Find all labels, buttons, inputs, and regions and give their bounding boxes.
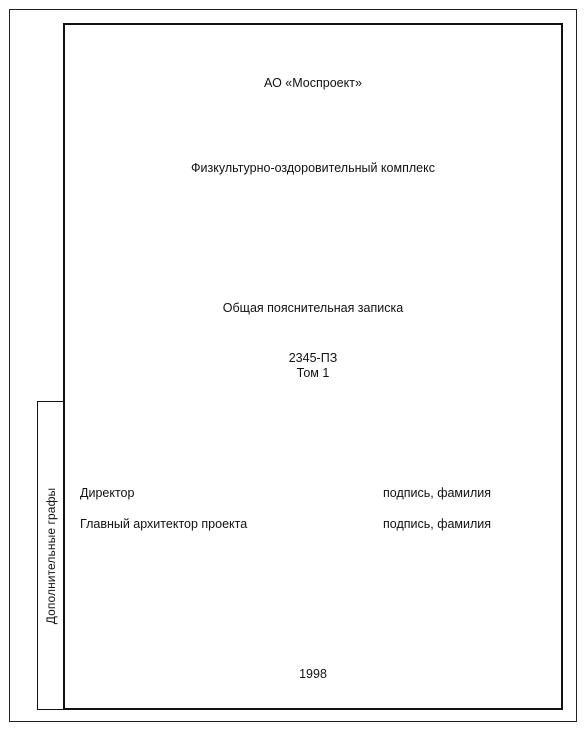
volume-number: Том 1 [296,366,330,380]
additional-columns-label-container [37,401,65,710]
document-title: Общая пояснительная записка [222,301,404,315]
signature-placeholder: подпись, фамилия [383,486,492,500]
signature-row [80,486,500,502]
organization-name: АО «Моспроект» [264,76,362,90]
document-year: 1998 [299,667,327,681]
additional-columns-label: Дополнительные графы [44,487,58,624]
signature-placeholder: подпись, фамилия [383,517,492,531]
signature-row [80,517,500,533]
object-name: Физкультурно-оздоровительный комплекс [191,161,435,175]
signature-role: Главный архитектор проекта [80,517,248,531]
signature-role: Директор [80,486,135,500]
document-code: 2345-ПЗ [288,351,338,365]
